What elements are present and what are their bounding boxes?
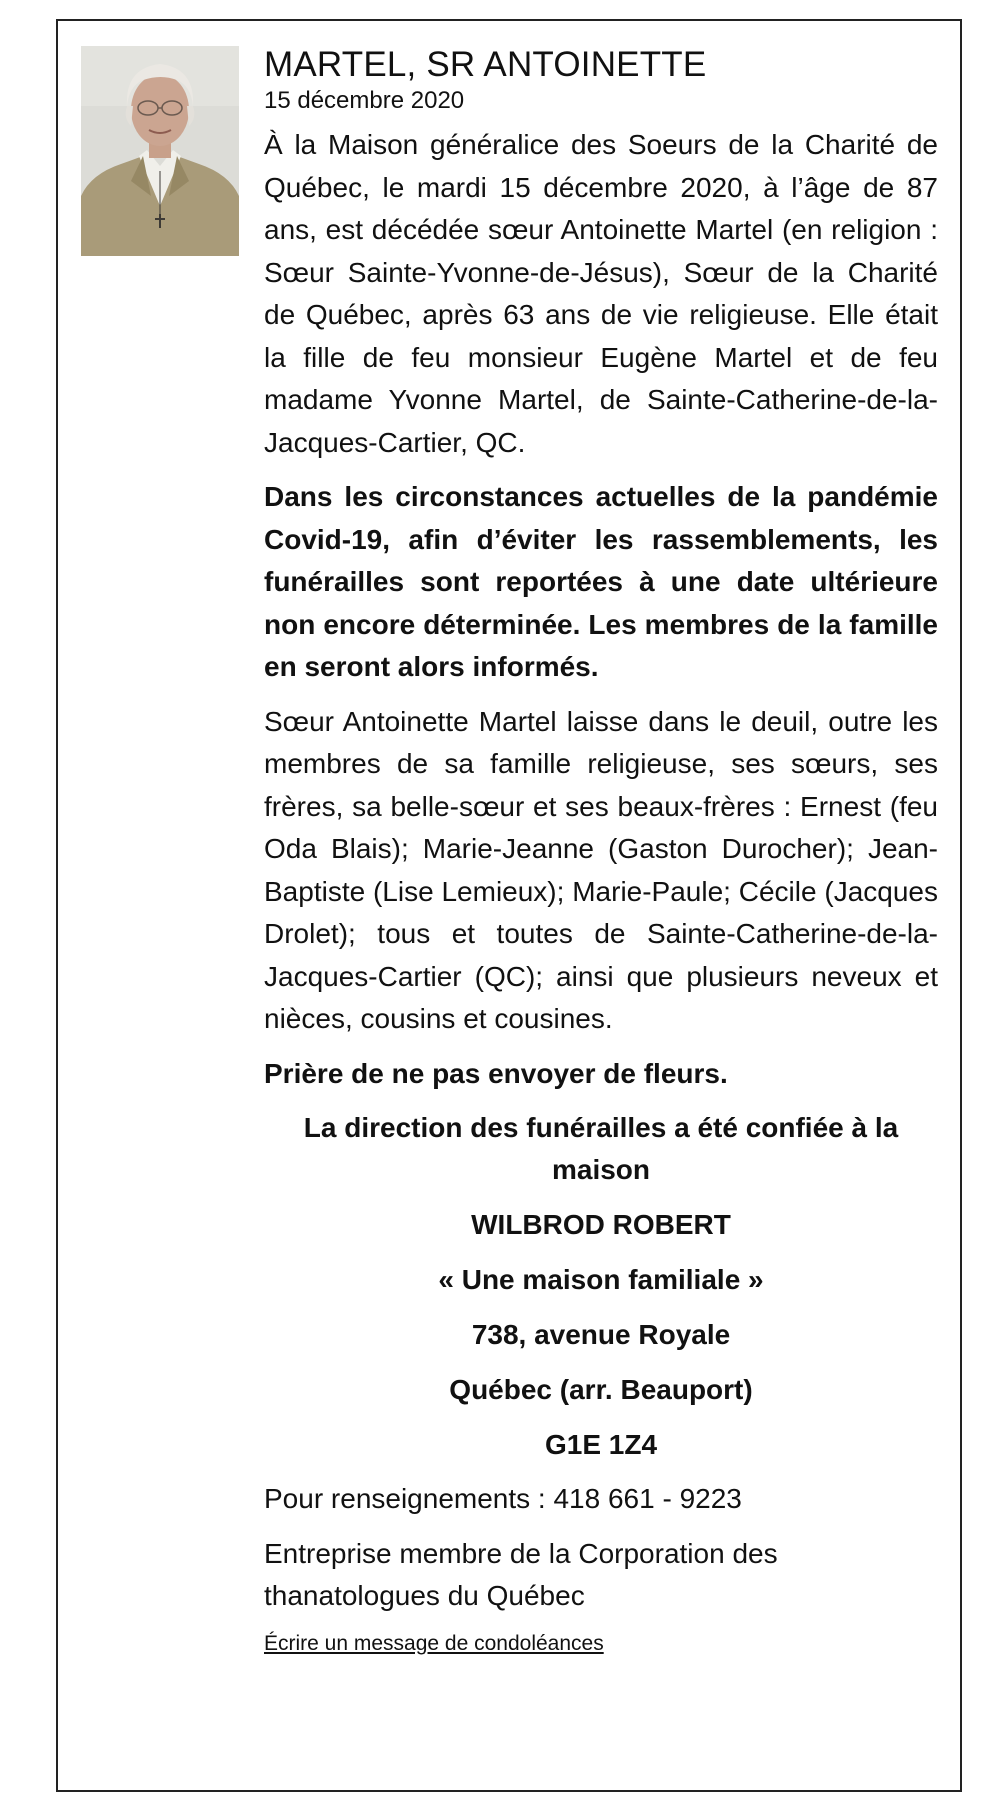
flowers-notice: Prière de ne pas envoyer de fleurs. (264, 1057, 728, 1089)
condolence-link[interactable]: Écrire un message de condoléances (264, 1631, 604, 1655)
obituary-content (264, 44, 938, 1658)
address-city: Québec (arr. Beauport) (449, 1374, 753, 1405)
portrait-photo (81, 46, 239, 256)
obituary-paragraph-family: Sœur Antoinette Martel laisse dans le deuil, outre les membres de sa famille religieuse, ses sœurs, ses frères, sa belle-sœur et ses beaux-frères : Ernest (feu Oda Blais); Marie-Jeanne (Gaston Durocher); Jean-Baptiste (Lise Lemieux); Marie-Paule; Cécile (Jacques Drolet); tous et toutes de Sainte-Catherine-de-la-Jacques-Cartier (QC); ainsi que plusieurs neveux et nièces, cousins et cousines. (264, 705, 938, 1034)
obituary-name: MARTEL, SR ANTOINETTE (264, 45, 707, 84)
address-street: 738, avenue Royale (471, 1319, 731, 1350)
address-postal: G1E 1Z4 (544, 1429, 658, 1460)
obituary-paragraph-covid: Dans les circonstances actuelles de la pandémie Covid-19, afin d’éviter les rassemblements, les funérailles sont reportées à une date ultérieure non encore déterminée. Les membres de la famille en seront alors informés. (264, 481, 938, 682)
funeral-direction: La direction des funérailles a été confiée à la maison (303, 1112, 899, 1185)
funeral-home-name: WILBROD ROBERT (471, 1209, 731, 1240)
obituary-date: 15 décembre 2020 (264, 87, 465, 114)
portrait-icon (81, 46, 239, 256)
membership-notice: Entreprise membre de la Corporation des thanatologues du Québec (264, 1537, 778, 1611)
info-phone: Pour renseignements : 418 661 - 9223 (264, 1483, 742, 1514)
funeral-home-slogan: « Une maison familiale » (438, 1264, 764, 1295)
obituary-paragraph-death: À la Maison généralice des Soeurs de la Charité de Québec, le mardi 15 décembre 2020, à l’âge de 87 ans, est décédée sœur Antoinette Martel (en religion : Sœur Sainte-Yvonne-de-Jésus), Sœur de la Charité de Québec, après 63 ans de vie religieuse. Elle était la fille de feu monsieur Eugène Martel et de feu madame Yvonne Martel, de Sainte-Catherine-de-la-Jacques-Cartier, QC. (264, 129, 938, 458)
